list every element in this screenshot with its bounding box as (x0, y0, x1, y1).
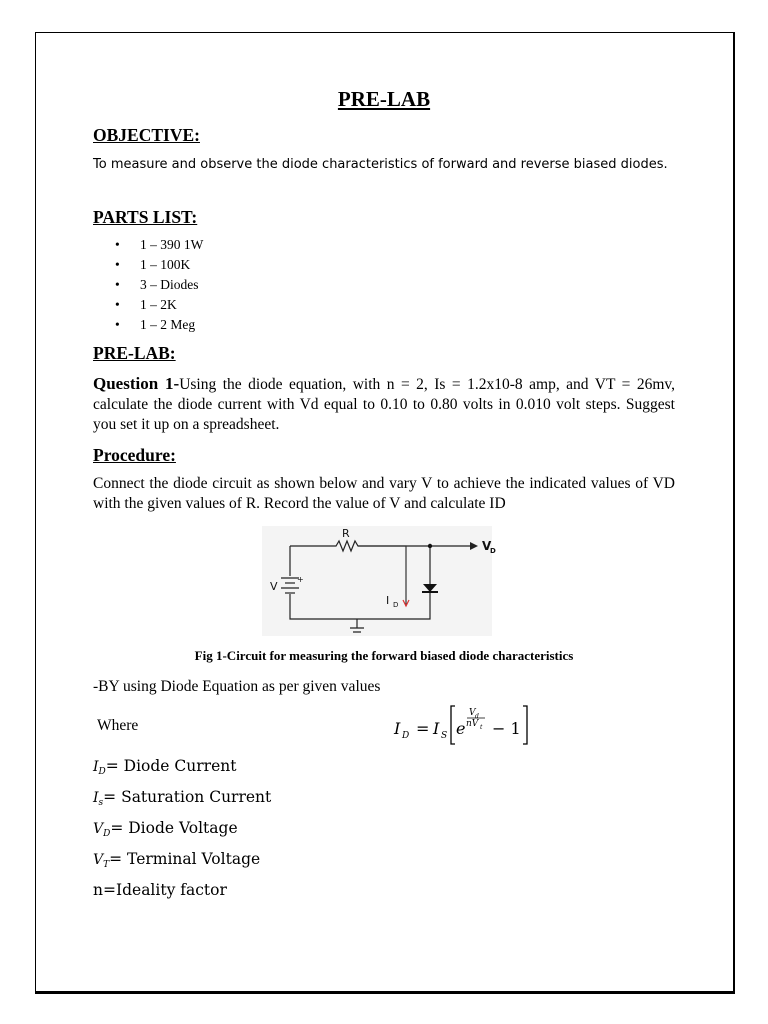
question-label: Question 1- (93, 374, 180, 393)
equation-intro: -BY using Diode Equation as per given values (93, 678, 381, 695)
eq-exp-den: nV (466, 719, 479, 729)
eq-equals: = (416, 719, 430, 738)
eq-e: e (456, 719, 466, 738)
eq-exp-den-sub: t (480, 724, 483, 731)
definitions-list (93, 751, 271, 906)
parts-list-item: • 1 – 2K (93, 295, 393, 315)
ideality-factor: n=Ideality factor (93, 881, 227, 899)
def-sub: T (103, 860, 110, 870)
def-sub: s (98, 798, 104, 808)
def-text: = Terminal Voltage (109, 850, 261, 868)
def-text: = Saturation Current (103, 788, 272, 806)
eq-lhs: I (394, 719, 401, 738)
parts-list-item: • 3 – Diodes (93, 275, 393, 295)
question-1 (93, 374, 675, 435)
eq-exp-num: V (469, 708, 476, 718)
definition-row (93, 844, 271, 875)
def-text: = Diode Current (105, 757, 237, 775)
definition-row (93, 751, 271, 782)
eq-exp-num-sub: d (475, 713, 479, 720)
parts-list-item: • 1 – 100K (93, 255, 393, 275)
eq-minus-one: − 1 (492, 719, 521, 738)
procedure-text: Connect the diode circuit as shown below and vary V to achieve the indicated values of VD with the given values of R. Record the value of V and calculate ID (93, 475, 675, 512)
objective-heading: OBJECTIVE: (93, 125, 200, 145)
parts-list (93, 235, 393, 335)
def-sub: D (103, 829, 111, 839)
parts-list-item: • 1 – 2 Meg (93, 315, 393, 335)
where-label: Where (97, 717, 139, 734)
prelab-heading: PRE-LAB: (93, 343, 176, 363)
junction-dot (428, 544, 432, 548)
eq-is: I (433, 719, 440, 738)
eq-right-bracket (523, 706, 527, 744)
def-symbol: V (93, 852, 104, 868)
eq-left-bracket (451, 706, 455, 744)
label-source: V (270, 580, 278, 593)
eq-lhs-sub: D (402, 731, 410, 741)
eq-is-sub: S (441, 731, 448, 741)
circuit-diagram (262, 526, 496, 636)
parts-list-heading: PARTS LIST: (93, 207, 198, 227)
label-resistor: R (342, 527, 350, 540)
label-current: I (386, 594, 390, 607)
label-output-sub: D (490, 547, 496, 555)
objective-text: To measure and observe the diode characteristics of forward and reverse biased diodes. (93, 157, 668, 172)
def-symbol: V (93, 821, 104, 837)
definition-row (93, 813, 271, 844)
page-title: PRE-LAB (337, 87, 431, 111)
def-text: = Diode Voltage (110, 819, 238, 837)
label-plus: + (297, 575, 304, 584)
def-sub: D (98, 767, 106, 777)
definition-row (93, 782, 271, 813)
procedure-heading: Procedure: (93, 445, 176, 465)
label-output-v: V (482, 539, 492, 553)
def-symbol: I (93, 790, 99, 806)
label-current-sub: D (393, 601, 399, 609)
question-text: Using the diode equation, with n = 2, Is = 1.2x10-8 amp, and VT = 26mv, calculate the diode current with Vd equal to 0.10 to 0.80 volts in 0.010 volt steps. Suggest you set it up on a spreadsheet. (93, 376, 675, 433)
diode-equation (392, 700, 542, 750)
figure-caption: Fig 1-Circuit for measuring the forward biased diode characteristics (194, 648, 574, 663)
def-symbol: I (93, 759, 99, 775)
parts-list-item: • 1 – 390 1W (93, 235, 393, 255)
